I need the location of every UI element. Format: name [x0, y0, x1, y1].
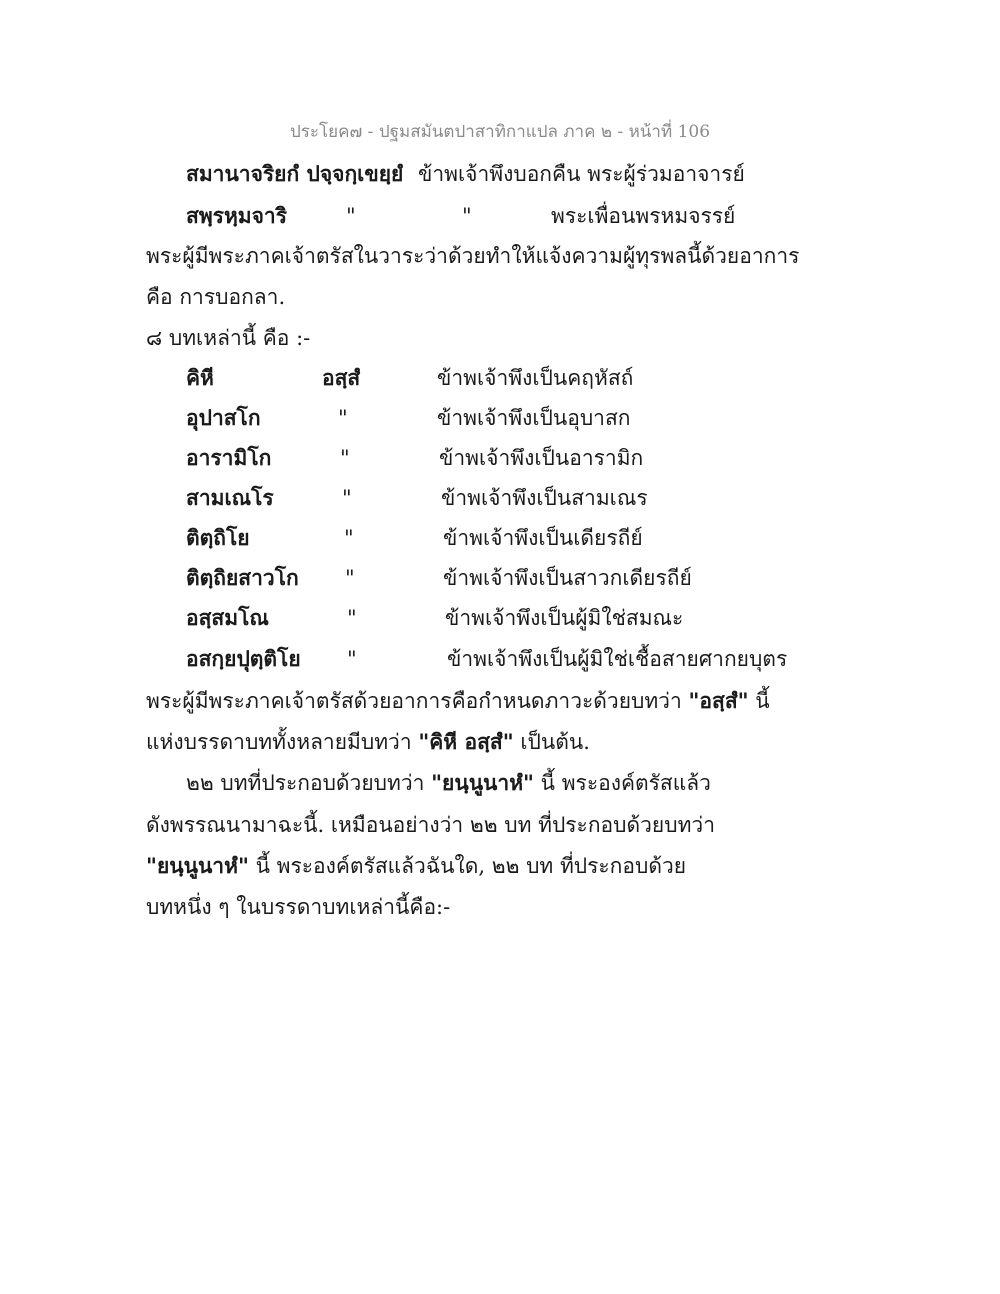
pali-quote: "ยนฺนูนาหํ" [146, 853, 249, 878]
pali-term-1: สมานาจริยกํ ปจฺจกฺเขยฺยํ [186, 161, 404, 186]
list-thai: ข้าพเจ้าพึงเป็นผู้มิใช่สมณะ [445, 606, 684, 630]
list-thai: ข้าพเจ้าพึงเป็นสาวกเดียรถีย์ [443, 566, 692, 590]
paragraph-line [146, 728, 590, 756]
list-mid: " [340, 446, 350, 470]
pali-quote: "อสฺสํ" [688, 688, 749, 713]
thai-gloss-2: พระเพื่อนพรหมจรรย์ [551, 204, 736, 228]
paragraph-line: พระผู้มีพระภาคเจ้าตรัสในวาระว่าด้วยทำให้แจ้งความผู้ทุรพลนี้ด้วยอาการ [146, 244, 800, 268]
list-thai: ข้าพเจ้าพึงเป็นผู้มิใช่เชื้อสายศากยบุตร [447, 647, 788, 671]
list-mid: อสฺสํ [322, 365, 361, 390]
text-run: เป็นต้น. [513, 730, 590, 754]
paragraph-line: ดังพรรณนามาฉะนี้. เหมือนอย่างว่า ๒๒ บท ที่ประกอบด้วยบทว่า [146, 813, 715, 837]
list-mid: " [338, 406, 348, 430]
pali-quote: "ยนฺนูนาหํ" [431, 770, 534, 795]
text-run: นี้ [748, 689, 770, 713]
paragraph-line [146, 852, 686, 880]
list-mid: " [345, 566, 355, 590]
thai-gloss-1: ข้าพเจ้าพึงบอกคืน พระผู้ร่วมอาจารย์ [418, 162, 745, 186]
list-pali: คิหี [186, 365, 214, 390]
list-mid: " [347, 606, 357, 630]
list-pali: อสฺสมโณ [186, 605, 269, 630]
text-run: พระผู้มีพระภาคเจ้าตรัสด้วยอาการคือกำหนดภาวะด้วยบทว่า [146, 689, 689, 713]
paragraph-line [186, 769, 711, 797]
list-thai: ข้าพเจ้าพึงเป็นอารามิก [439, 446, 644, 470]
list-pali: ติตฺถิยสาวโก [186, 565, 299, 590]
list-mid: " [342, 486, 352, 510]
list-thai: ข้าพเจ้าพึงเป็นคฤหัสถ์ [437, 366, 634, 390]
list-thai: ข้าพเจ้าพึงเป็นอุบาสก [437, 406, 631, 430]
list-thai: ข้าพเจ้าพึงเป็นสามเณร [441, 486, 648, 510]
list-mid: " [344, 526, 354, 550]
text-run: นี้ พระองค์ตรัสแล้ว [533, 771, 711, 795]
text-run: ๒๒ บทที่ประกอบด้วยบทว่า [186, 771, 432, 795]
list-pali: อุปาสโก [186, 405, 261, 430]
paragraph-line: บทหนึ่ง ๆ ในบรรดาบทเหล่านี้คือ:- [146, 895, 451, 919]
pali-quote: "คิหี อสฺสํ" [418, 729, 514, 754]
ditto-mark: " [462, 204, 472, 228]
list-pali: ติตฺถิโย [186, 525, 250, 550]
ditto-mark: " [346, 204, 356, 228]
list-pali: อสกฺยปุตฺติโย [186, 646, 301, 671]
page-header: ประโยค๗ - ปฐมสมันตปาสาทิกาแปล ภาค ๒ - หน้าที่ 106 [289, 122, 711, 142]
pali-term-2: สพฺรหฺมจาริ [186, 203, 288, 228]
list-thai: ข้าพเจ้าพึงเป็นเดียรถีย์ [443, 526, 643, 550]
list-pali: อารามิโก [186, 445, 272, 470]
text-run: นี้ พระองค์ตรัสแล้วฉันใด, ๒๒ บท ที่ประกอบด้วย [248, 854, 687, 878]
list-intro: ๘ บทเหล่านี้ คือ :- [146, 326, 311, 350]
list-mid: " [347, 647, 357, 671]
text-run: แห่งบรรดาบททั้งหลายมีบทว่า [146, 730, 419, 754]
list-pali: สามเณโร [186, 485, 274, 510]
paragraph-line: คือ การบอกลา. [146, 285, 286, 309]
paragraph-line [146, 687, 770, 715]
